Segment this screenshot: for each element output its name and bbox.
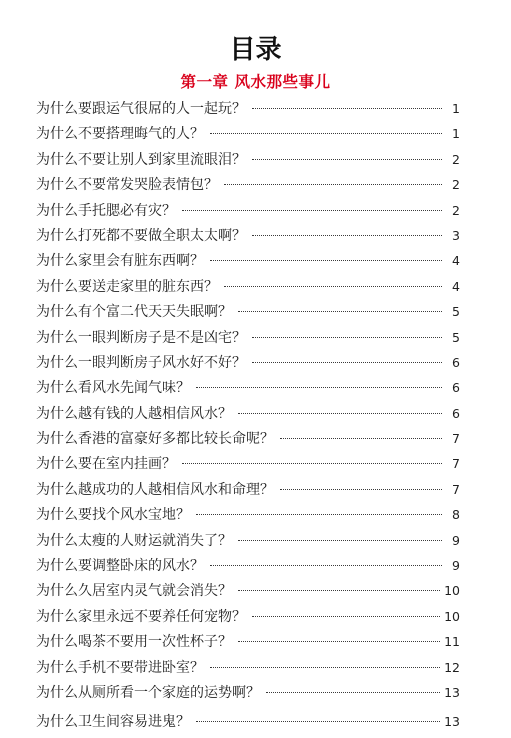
- toc-dot-leader: [182, 463, 442, 464]
- toc-page-number: 8: [452, 507, 460, 523]
- toc-dot-leader: [210, 565, 442, 566]
- toc-entry[interactable]: [36, 528, 460, 553]
- toc-dot-leader: [238, 590, 440, 591]
- toc-entry[interactable]: [36, 401, 460, 426]
- toc-entry[interactable]: [36, 172, 460, 197]
- page-title: 目录: [229, 35, 282, 65]
- toc-entry-title: 为什么有个富二代天天失眠啊？: [36, 304, 232, 321]
- toc-entry-title: 为什么一眼判断房子风水好不好？: [36, 354, 246, 371]
- toc-dot-leader: [210, 260, 442, 261]
- toc-entry[interactable]: [36, 655, 460, 680]
- toc-entry[interactable]: [36, 451, 460, 476]
- toc-entry[interactable]: [36, 325, 460, 350]
- toc-dot-leader: [210, 133, 442, 134]
- toc-entry-title: 为什么要跟运气很屌的人一起玩？: [36, 101, 246, 117]
- toc-dot-leader: [252, 159, 442, 160]
- toc-dot-leader: [238, 311, 442, 312]
- toc-dot-leader: [280, 438, 442, 439]
- toc-entry[interactable]: [36, 147, 460, 172]
- toc-page-number: 9: [452, 558, 460, 574]
- toc-entry[interactable]: [36, 604, 460, 629]
- toc-page-number: 1: [452, 126, 460, 142]
- chapter-heading: 第一章 风水那些事儿: [180, 73, 331, 91]
- toc-page-number: 5: [452, 329, 460, 345]
- toc-entry[interactable]: [36, 299, 460, 324]
- toc-entry-title: 为什么不要搭理晦气的人？: [36, 126, 204, 143]
- toc-entry[interactable]: [36, 248, 460, 273]
- toc-page-number: 3: [452, 227, 460, 243]
- toc-entry-title: 为什么手机不要带进卧室？: [36, 659, 204, 676]
- toc-page-number: 10: [444, 583, 460, 599]
- toc-dot-leader: [266, 692, 440, 693]
- toc-entry[interactable]: [36, 96, 460, 121]
- toc-page-number: 6: [452, 405, 460, 421]
- toc-entry-title: 为什么越有钱的人越相信风水？: [36, 405, 232, 422]
- toc-page-number: 7: [452, 456, 460, 472]
- toc-entry-title: 为什么喝茶不要用一次性杯子？: [36, 634, 232, 651]
- toc-entry-title: 为什么香港的富豪好多都比较长命呢？: [36, 431, 274, 448]
- toc-page-number: 4: [452, 253, 460, 269]
- toc-page-number: 4: [452, 278, 460, 294]
- toc-dot-leader: [196, 387, 442, 388]
- toc-entry-title: 为什么打死都不要做全职太太啊？: [36, 227, 246, 244]
- toc-entry-title: 为什么要送走家里的脏东西？: [36, 278, 218, 295]
- toc-page-number: 11: [444, 634, 460, 650]
- toc-page-number: 2: [452, 151, 460, 167]
- toc-dot-leader: [252, 362, 442, 363]
- toc-dot-leader: [238, 641, 440, 642]
- toc-dot-leader: [238, 413, 442, 414]
- toc-page-number: 7: [452, 481, 460, 497]
- toc-entry[interactable]: [36, 477, 460, 502]
- toc-entry-title: 为什么久居室内灵气就会消失？: [36, 583, 232, 600]
- toc-page-number: 2: [452, 202, 460, 218]
- toc-page-number: 1: [452, 101, 460, 116]
- toc-dot-leader: [252, 337, 442, 338]
- toc-entry[interactable]: [36, 629, 460, 654]
- toc-page-number: 5: [452, 304, 460, 320]
- toc-dot-leader: [252, 235, 442, 236]
- toc-page-number: 7: [452, 431, 460, 447]
- toc-page-number: 13: [444, 684, 460, 700]
- toc-dot-leader: [196, 514, 442, 515]
- toc-entry-title: 为什么家里永远不要养任何宠物？: [36, 608, 246, 625]
- toc-entry[interactable]: [36, 578, 460, 603]
- toc-dot-leader: [182, 210, 442, 211]
- toc-page-number: 6: [452, 354, 460, 370]
- toc-entry-title: 为什么家里会有脏东西啊？: [36, 253, 204, 270]
- toc-entry-title: 为什么卫生间容易进鬼？: [36, 714, 190, 731]
- table-of-contents: [36, 96, 460, 735]
- toc-page-number: 6: [452, 380, 460, 396]
- toc-dot-leader: [224, 184, 442, 185]
- toc-page-number: 10: [444, 608, 460, 624]
- toc-entry-title: 为什么要调整卧床的风水？: [36, 558, 204, 575]
- toc-dot-leader: [280, 489, 442, 490]
- toc-entry-title: 为什么越成功的人越相信风水和命理？: [36, 481, 274, 498]
- toc-page-number: 2: [452, 177, 460, 193]
- toc-entry[interactable]: [36, 121, 460, 146]
- toc-entry-title: 为什么看风水先闻气味？: [36, 380, 190, 397]
- toc-entry[interactable]: [36, 375, 460, 400]
- toc-entry[interactable]: [36, 680, 460, 705]
- toc-entry-title: 为什么不要让别人到家里流眼泪？: [36, 151, 246, 168]
- toc-entry[interactable]: [36, 198, 460, 223]
- toc-entry[interactable]: [36, 553, 460, 578]
- toc-entry-title: 为什么一眼判断房子是不是凶宅？: [36, 329, 246, 346]
- toc-entry[interactable]: [36, 350, 460, 375]
- toc-entry-title: 为什么要找个风水宝地？: [36, 507, 190, 524]
- toc-entry[interactable]: [36, 502, 460, 527]
- toc-dot-leader: [252, 108, 442, 109]
- toc-entry-title: 为什么要在室内挂画？: [36, 456, 176, 473]
- toc-entry[interactable]: [36, 223, 460, 248]
- toc-page-number: 9: [452, 532, 460, 548]
- toc-dot-leader: [252, 616, 440, 617]
- toc-entry[interactable]: [36, 426, 460, 451]
- toc-page-number: 12: [444, 659, 460, 675]
- toc-dot-leader: [224, 286, 442, 287]
- toc-entry-title: 为什么手托腮必有灾？: [36, 202, 176, 219]
- toc-entry-title: 为什么不要常发哭脸表情包？: [36, 177, 218, 194]
- toc-dot-leader: [238, 540, 442, 541]
- toc-entry-title: 为什么从厕所看一个家庭的运势啊？: [36, 684, 260, 701]
- toc-dot-leader: [210, 667, 440, 668]
- toc-entry-title: 为什么太瘦的人财运就消失了？: [36, 532, 232, 549]
- toc-entry[interactable]: [36, 274, 460, 299]
- toc-entry[interactable]: [36, 709, 460, 734]
- toc-page-number: 13: [444, 714, 460, 730]
- toc-dot-leader: [196, 721, 440, 722]
